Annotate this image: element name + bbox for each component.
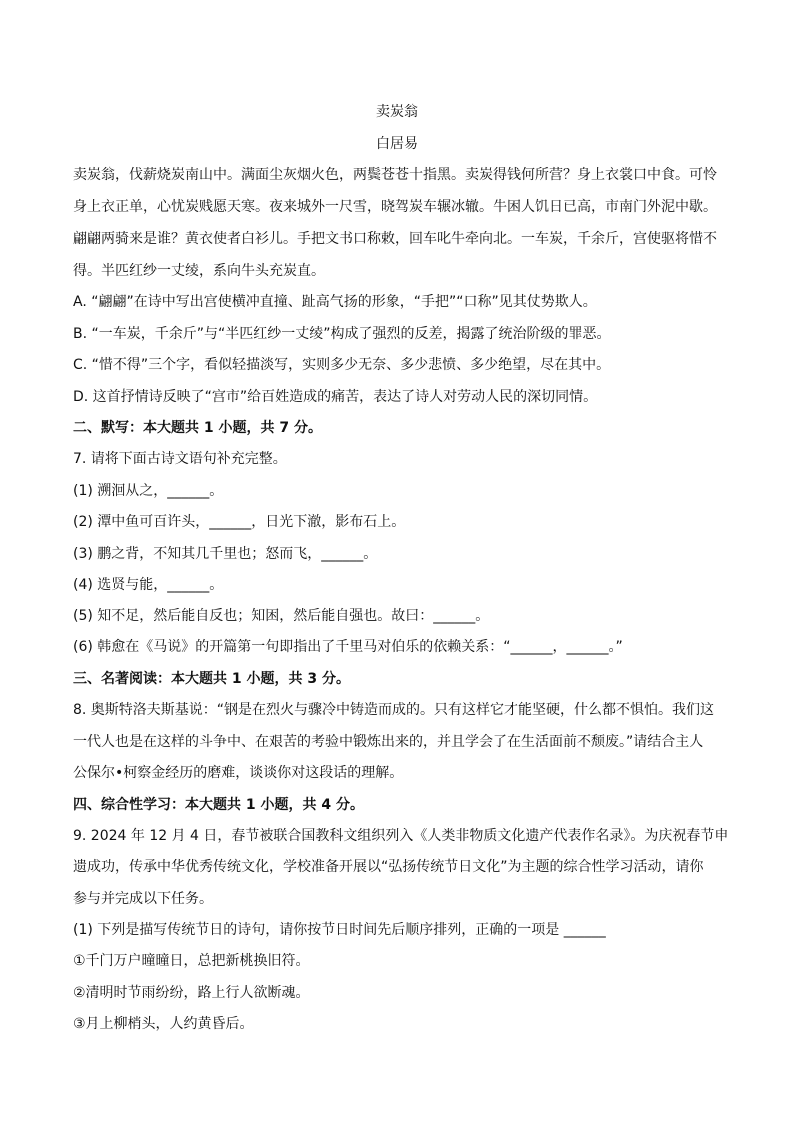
- poem-author: 白居易: [376, 136, 418, 152]
- poem-option: ①千门万户曈曈日，总把新桃换旧符。: [73, 953, 310, 969]
- question-8-line: 8. 奥斯特洛夫斯基说：“钢是在烈火与骤冷中铸造而成的。只有这样它才能坚硬，什么都不惧怕。我们这: [73, 702, 715, 718]
- poem-option: ③月上柳梢头，人约黄昏后。: [73, 1016, 254, 1032]
- poem-title: 卖炭翁: [376, 104, 418, 120]
- option-a: A. “翩翩”在诗中写出宫使横冲直撞、趾高气扬的形象，“手把”“口称”见其仗势欺人。: [73, 294, 597, 310]
- fill-item: (4) 选贤与能，______。: [73, 577, 224, 593]
- question-9-line: 9. 2024 年 12 月 4 日，春节被联合国教科文组织列入《人类非物质文化遗产代表作名录》。为庆祝春节申: [73, 828, 729, 844]
- fill-item: (3) 鹏之背，不知其几千里也；怒而飞，______。: [73, 546, 378, 562]
- option-d: D. 这首抒情诗反映了“宫市”给百姓造成的痛苦，表达了诗人对劳动人民的深切同情。: [73, 389, 598, 405]
- fill-item: (1) 溯洄从之，______。: [73, 483, 224, 499]
- section-heading: 三、名著阅读：本大题共 1 小题，共 3 分。: [73, 671, 350, 687]
- question-9-line: 参与并完成以下任务。: [73, 891, 213, 907]
- poem-line: 卖炭翁，伐薪烧炭南山中。满面尘灰烟火色，两鬓苍苍十指黑。卖炭得钱何所营？身上衣裳口中食。可怜: [73, 167, 717, 183]
- fill-item: (6) 韩愈在《马说》的开篇第一句即指出了千里马对伯乐的依赖关系：“______，______。”: [73, 639, 623, 655]
- fill-item: (5) 知不足，然后能自反也；知困，然后能自强也。故曰：______。: [73, 608, 490, 624]
- poem-line: 身上衣正单，心忧炭贱愿天寒。夜来城外一尺雪，晓驾炭车辗冰辙。牛困人饥日已高，市南门外泥中歇。: [73, 199, 717, 215]
- fill-item: (2) 潭中鱼可百许头，______，日光下澈，影布石上。: [73, 514, 406, 530]
- option-c: C. “惜不得”三个字，看似轻描淡写，实则多少无奈、多少悲愤、多少绝望，尽在其中。: [73, 357, 611, 373]
- option-b: B. “一车炭，千余斤”与“半匹红纱一丈绫”构成了强烈的反差，揭露了统治阶级的罪恶。: [73, 326, 611, 342]
- question-8-line: 公保尔•柯察金经历的磨难，谈谈你对这段话的理解。: [73, 765, 404, 781]
- poem-line: 得。半匹红纱一丈绫，系向牛头充炭直。: [73, 263, 325, 279]
- question-7: 7. 请将下面古诗文语句补充完整。: [73, 451, 287, 467]
- poem-option: ②清明时节雨纷纷，路上行人欲断魂。: [73, 985, 310, 1001]
- section-heading: 四、综合性学习：本大题共 1 小题，共 4 分。: [73, 797, 364, 813]
- sub-question: (1) 下列是描写传统节日的诗句，请你按节日时间先后顺序排列，正确的一项是 ______: [73, 922, 606, 938]
- section-heading: 二、默写：本大题共 1 小题，共 7 分。: [73, 420, 322, 436]
- question-9-line: 遗成功，传承中华优秀传统文化，学校准备开展以“弘扬传统节日文化”为主题的综合性学习活动，请你: [73, 859, 704, 875]
- question-8-line: 一代人也是在这样的斗争中、在艰苦的考验中锻炼出来的，并且学会了在生活面前不颓废。”请结合主人: [73, 734, 704, 750]
- poem-line: 翩翩两骑来是谁？黄衣使者白衫儿。手把文书口称敕，回车叱牛牵向北。一车炭，千余斤，宫使驱将惜不: [73, 231, 717, 247]
